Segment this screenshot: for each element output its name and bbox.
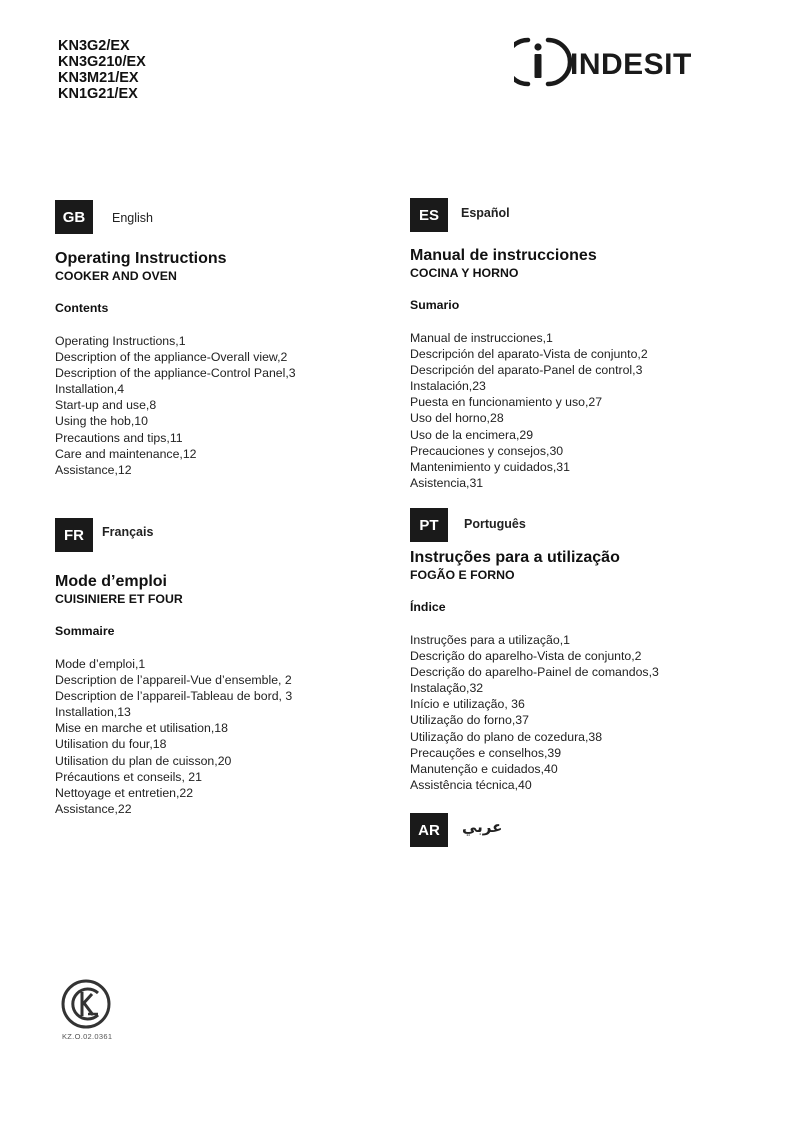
toc-item: Installation,4 bbox=[55, 382, 125, 397]
toc-item: Uso de la encimera,29 bbox=[410, 427, 534, 442]
language-header bbox=[55, 518, 292, 554]
toc-item: Utilização do plano de cozedura,38 bbox=[410, 729, 603, 744]
toc-item: Description of the appliance-Overall view,2 bbox=[55, 350, 288, 365]
contents-heading: Sommaire bbox=[55, 624, 115, 638]
language-name: Español bbox=[461, 206, 510, 220]
language-name: Português bbox=[464, 517, 526, 531]
manual-title: Operating Instructions bbox=[55, 250, 227, 267]
toc-item: Precauciones y consejos,30 bbox=[410, 443, 564, 458]
toc-item: Precauções e conselhos,39 bbox=[410, 745, 562, 760]
toc-item: Start-up and use,8 bbox=[55, 398, 157, 413]
toc-item: Uso del horno,28 bbox=[410, 411, 504, 426]
toc-item: Utilisation du plan de cuisson,20 bbox=[55, 753, 232, 768]
toc-item: Instruções para a utilização,1 bbox=[410, 633, 570, 647]
toc-item: Assistência técnica,40 bbox=[410, 777, 532, 792]
model-number: KN3G210/EX bbox=[58, 54, 146, 70]
toc-item: Assistance,12 bbox=[55, 462, 132, 477]
toc-item: Installation,13 bbox=[55, 705, 131, 720]
language-name: Français bbox=[102, 525, 154, 539]
manual-title: Manual de instrucciones bbox=[410, 247, 597, 264]
toc-item: Descripción del aparato-Vista de conjunto,2 bbox=[410, 347, 648, 362]
section-pt bbox=[410, 508, 659, 793]
language-badge: AR bbox=[410, 813, 448, 847]
language-name: English bbox=[112, 211, 153, 225]
section-gb bbox=[55, 200, 296, 478]
toc-item: Nettoyage et entretien,22 bbox=[55, 785, 194, 800]
toc-item: Mode d’emploi,1 bbox=[55, 657, 146, 671]
language-header bbox=[410, 508, 659, 544]
toc-item: Care and maintenance,12 bbox=[55, 446, 197, 461]
toc-item: Instalação,32 bbox=[410, 681, 484, 696]
language-badge: FR bbox=[55, 518, 93, 552]
toc-item: Precautions and tips,11 bbox=[55, 430, 183, 445]
contents-heading: Índice bbox=[410, 600, 446, 614]
section-fr bbox=[55, 518, 292, 817]
toc-item: Description de l’appareil-Vue d’ensemble, 2 bbox=[55, 673, 292, 688]
indesit-logo bbox=[514, 34, 714, 90]
table-of-contents bbox=[55, 333, 296, 478]
manual-title: Instruções para a utilização bbox=[410, 549, 620, 566]
manual-subtitle: COOKER AND OVEN bbox=[55, 269, 177, 283]
contents-heading: Sumario bbox=[410, 298, 460, 312]
toc-item: Instalación,23 bbox=[410, 379, 486, 394]
contents-heading: Contents bbox=[55, 301, 109, 315]
brand-name: INDESIT bbox=[570, 48, 692, 81]
toc-item: Operating Instructions,1 bbox=[55, 334, 186, 348]
toc-item: Description de l’appareil-Tableau de bord, 3 bbox=[55, 689, 293, 704]
toc-item: Mise en marche et utilisation,18 bbox=[55, 721, 228, 736]
language-header bbox=[410, 198, 648, 234]
model-number: KN1G21/EX bbox=[58, 86, 138, 102]
toc-item: Using the hob,10 bbox=[55, 414, 148, 429]
manual-subtitle: CUISINIERE ET FOUR bbox=[55, 592, 183, 606]
language-badge: PT bbox=[410, 508, 448, 542]
toc-item: Descrição do aparelho-Painel de comandos,3 bbox=[410, 665, 659, 680]
certification-code: KZ.O.02.0361 bbox=[62, 1032, 113, 1041]
model-number: KN3G2/EX bbox=[58, 38, 130, 54]
manual-subtitle: COCINA Y HORNO bbox=[410, 266, 519, 280]
indesit-i-logo-icon bbox=[514, 40, 570, 84]
language-badge: GB bbox=[55, 200, 93, 234]
toc-item: Utilisation du four,18 bbox=[55, 737, 167, 752]
toc-item: Manutenção e cuidados,40 bbox=[410, 761, 558, 776]
language-header bbox=[55, 200, 296, 236]
manual-title: Mode d’emploi bbox=[55, 573, 167, 590]
toc-item: Início e utilização, 36 bbox=[410, 697, 525, 712]
toc-item: Puesta en funcionamiento y uso,27 bbox=[410, 395, 603, 410]
model-list bbox=[58, 38, 146, 102]
table-of-contents bbox=[55, 656, 292, 817]
model-number: KN3M21/EX bbox=[58, 70, 139, 86]
language-badge: ES bbox=[410, 198, 448, 232]
toc-item: Descripción del aparato-Panel de control,3 bbox=[410, 363, 643, 378]
table-of-contents bbox=[410, 632, 659, 793]
toc-item: Description of the appliance-Control Panel,3 bbox=[55, 366, 296, 381]
section-es bbox=[410, 198, 648, 491]
toc-item: Précautions et conseils, 21 bbox=[55, 769, 202, 784]
toc-item: Assistance,22 bbox=[55, 801, 132, 816]
manual-subtitle: FOGÃO E FORNO bbox=[410, 568, 515, 582]
toc-item: Asistencia,31 bbox=[410, 475, 484, 490]
table-of-contents bbox=[410, 330, 648, 491]
toc-item: Manual de instrucciones,1 bbox=[410, 331, 553, 345]
toc-item: Descrição do aparelho-Vista de conjunto,2 bbox=[410, 649, 642, 664]
language-name: عربي bbox=[462, 819, 503, 836]
toc-item: Mantenimiento y cuidados,31 bbox=[410, 459, 570, 474]
toc-item: Utilização do forno,37 bbox=[410, 713, 529, 728]
kz-certification-mark-icon bbox=[60, 978, 112, 1030]
